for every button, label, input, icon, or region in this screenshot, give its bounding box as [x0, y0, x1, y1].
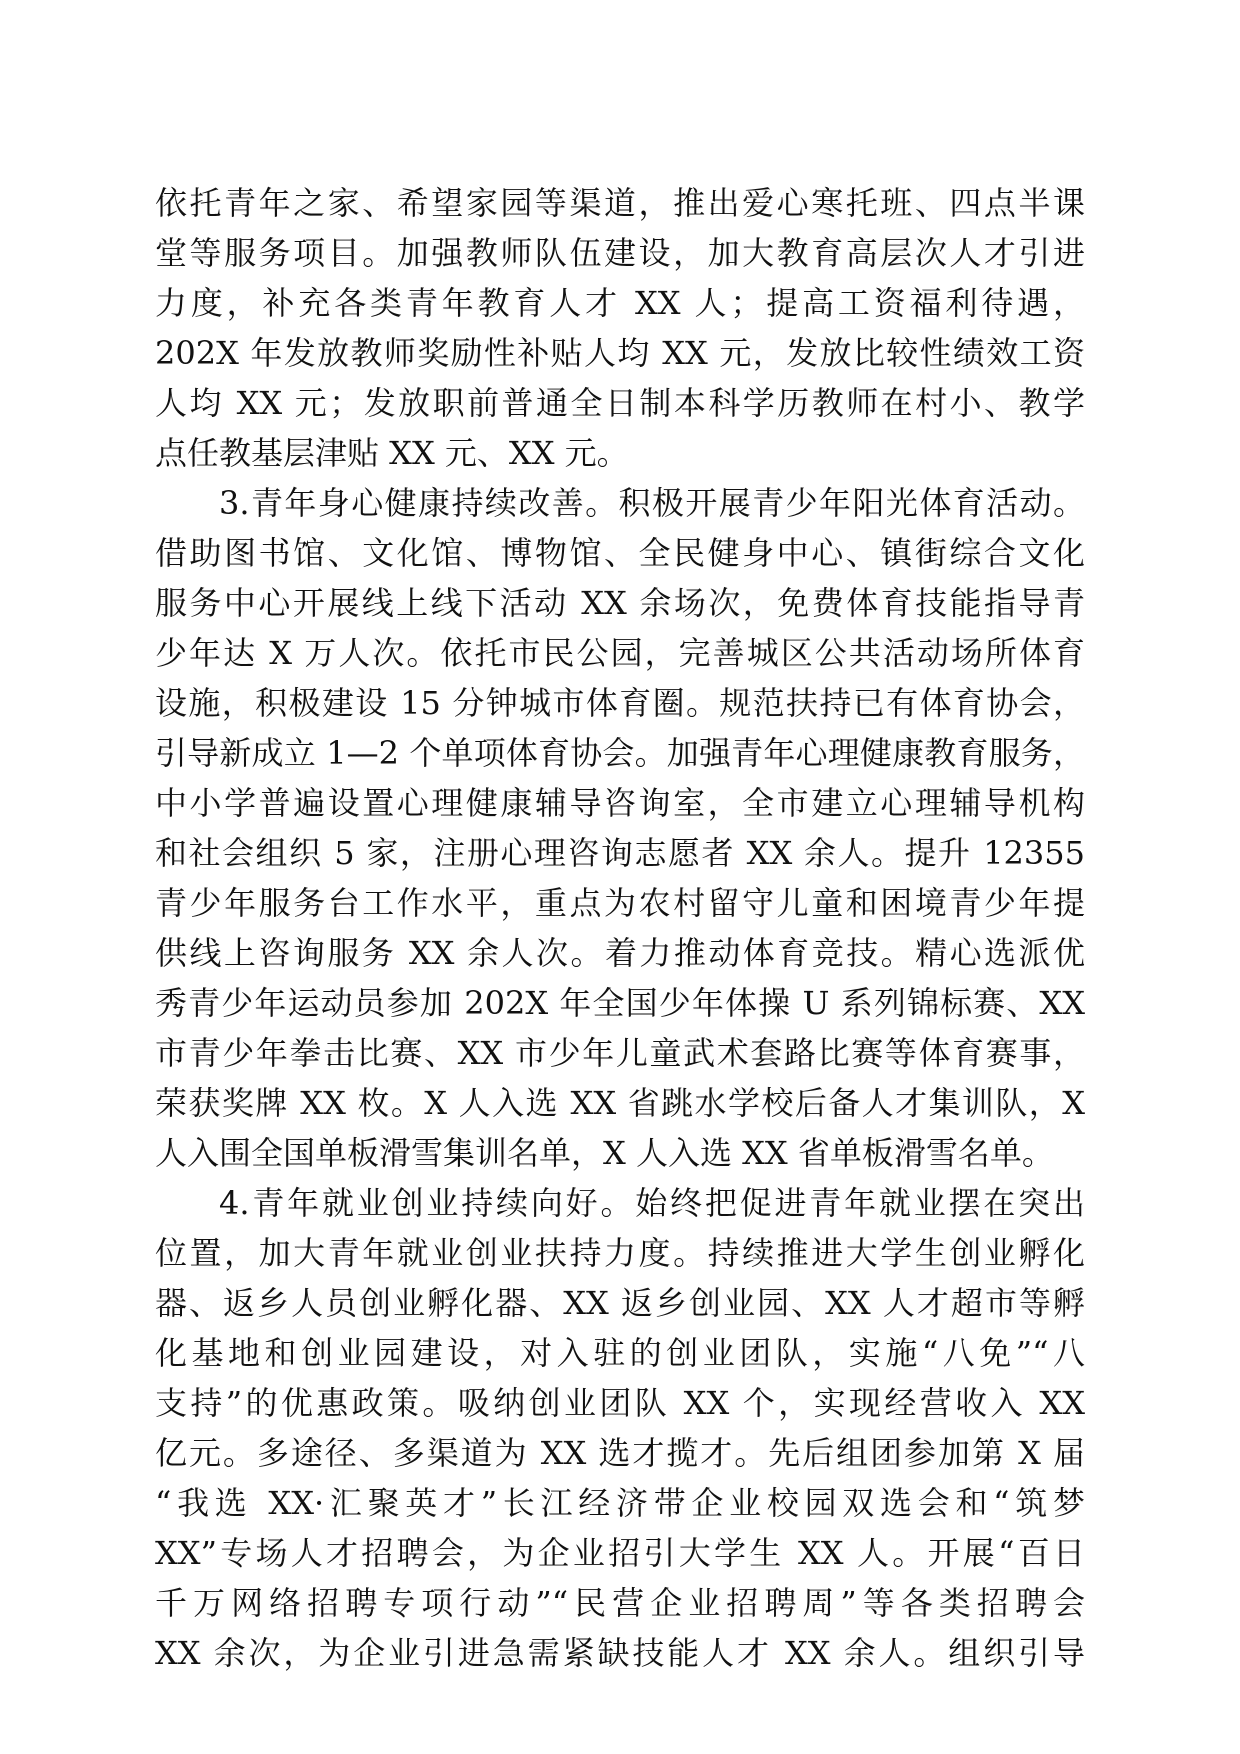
text-line: 堂等服务项目。加强教师队伍建设，加大教育高层次人才引进	[155, 234, 1085, 272]
text-line: 支持”的优惠政策。吸纳创业团队 XX 个，实现经营收入 XX	[155, 1384, 1085, 1422]
text-line: 服务中心开展线上线下活动 XX 余场次，免费体育技能指导青	[155, 584, 1085, 622]
text-line: 供线上咨询服务 XX 余人次。着力推动体育竞技。精心选派优	[155, 934, 1085, 972]
text-line: 人均 XX 元；发放职前普通全日制本科学历教师在村小、教学	[155, 384, 1085, 422]
text-line: 引导新成立 1—2 个单项体育协会。加强青年心理健康教育服务，	[155, 734, 1085, 772]
text-line: 青少年服务台工作水平，重点为农村留守儿童和困境青少年提	[155, 884, 1085, 922]
text-line: 202X 年发放教师奖励性补贴人均 XX 元，发放比较性绩效工资	[155, 334, 1085, 372]
text-line: 设施，积极建设 15 分钟城市体育圈。规范扶持已有体育协会，	[155, 684, 1085, 722]
section-heading-line: 3.青年身心健康持续改善。积极开展青少年阳光体育活动。	[219, 484, 1085, 522]
text-line: 千万网络招聘专项行动”“民营企业招聘周”等各类招聘会	[155, 1584, 1085, 1622]
text-line: 秀青少年运动员参加 202X 年全国少年体操 U 系列锦标赛、XX	[155, 984, 1085, 1022]
text-line: XX 余次，为企业引进急需紧缺技能人才 XX 余人。组织引导	[155, 1634, 1085, 1672]
text-line: 化基地和创业园建设，对入驻的创业团队，实施“八免”“八	[155, 1334, 1085, 1372]
text-line: 点任教基层津贴 XX 元、XX 元。	[155, 434, 629, 472]
text-line: 和社会组织 5 家，注册心理咨询志愿者 XX 余人。提升 12355	[155, 834, 1085, 872]
text-line: 依托青年之家、希望家园等渠道，推出爱心寒托班、四点半课	[155, 184, 1085, 222]
text-line: 借助图书馆、文化馆、博物馆、全民健身中心、镇街综合文化	[155, 534, 1085, 572]
text-line: “我选 XX·汇聚英才”长江经济带企业校园双选会和“筑梦	[155, 1484, 1085, 1522]
text-line: 市青少年拳击比赛、XX 市少年儿童武术套路比赛等体育赛事，	[155, 1034, 1085, 1072]
text-line: 力度，补充各类青年教育人才 XX 人；提高工资福利待遇，	[155, 284, 1085, 322]
text-line: 器、返乡人员创业孵化器、XX 返乡创业园、XX 人才超市等孵	[155, 1284, 1085, 1322]
text-line: 少年达 X 万人次。依托市民公园，完善城区公共活动场所体育	[155, 634, 1085, 672]
text-line: 荣获奖牌 XX 枚。X 人入选 XX 省跳水学校后备人才集训队，X	[155, 1084, 1085, 1122]
text-line: 人入围全国单板滑雪集训名单，X 人入选 XX 省单板滑雪名单。	[155, 1134, 1054, 1172]
text-line: 位置，加大青年就业创业扶持力度。持续推进大学生创业孵化	[155, 1234, 1085, 1272]
text-line: 亿元。多途径、多渠道为 XX 选才揽才。先后组团参加第 X 届	[155, 1434, 1085, 1472]
text-line: XX”专场人才招聘会，为企业招引大学生 XX 人。开展“百日	[155, 1534, 1085, 1572]
section-heading-line: 4.青年就业创业持续向好。始终把促进青年就业摆在突出	[219, 1184, 1085, 1222]
text-line: 中小学普遍设置心理健康辅导咨询室，全市建立心理辅导机构	[155, 784, 1085, 822]
